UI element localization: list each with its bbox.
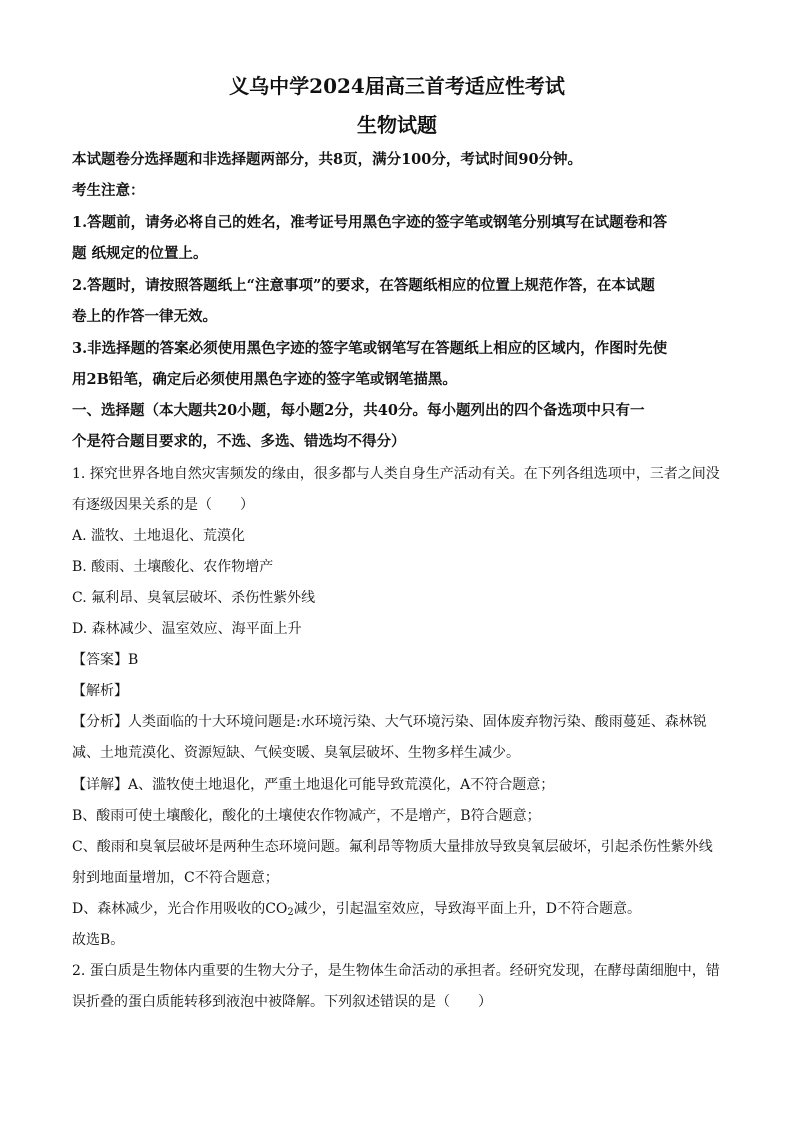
q1-explain-a: 【详解】A、滥牧使土地退化，严重土地退化可能导致荒漠化，A不符合题意； bbox=[72, 777, 555, 793]
q1-fenxi-line-2: 减、土地荒漠化、资源短缺、气候变暖、臭氧层破坏、生物多样生减少。 bbox=[72, 745, 520, 761]
subject-title: 生物试题 bbox=[357, 113, 437, 137]
q1-option-d: D. 森林减少、温室效应、海平面上升 bbox=[72, 621, 302, 637]
q2-stem-line-1: 2. 蛋白质是生物体内重要的生物大分子，是生物体生命活动的承担者。经研究发现，在酵母菌细胞中，错 bbox=[72, 963, 720, 979]
notice-heading: 考生注意： bbox=[72, 182, 145, 199]
q1-stem-line-2: 有逐级因果关系的是（ ） bbox=[72, 497, 254, 513]
section-heading-line-1: 一、选择题（本大题共20小题，每小题2分，共40分。每小题列出的四个备选项中只有一 bbox=[72, 402, 645, 419]
q1-conclusion: 故选B。 bbox=[72, 932, 125, 948]
exam-title: 义乌中学2024届高三首考适应性考试 bbox=[229, 74, 565, 98]
q1-analysis-label: 【解析】 bbox=[72, 683, 128, 699]
q1-option-a: A. 滥牧、土地退化、荒漠化 bbox=[72, 528, 246, 544]
notice-2-line-1: 2.答题时，请按照答题纸上“注意事项”的要求，在答题纸相应的位置上规范作答，在本试题 bbox=[72, 277, 655, 294]
notice-1-line-1: 1.答题前，请务必将自己的姓名，准考证号用黑色字迹的签字笔或钢笔分别填写在试题卷和答 bbox=[72, 214, 668, 231]
q1-fenxi-line-1: 【分析】人类面临的十大环境问题是:水环境污染、大气环境污染、固体废弃物污染、酸雨蔓延、森林锐 bbox=[72, 714, 707, 730]
notice-3-line-1: 3.非选择题的答案必须使用黑色字迹的签字笔或钢笔写在答题纸上相应的区域内，作图时先使 bbox=[72, 340, 668, 357]
q1-explain-c-line-1: C、酸雨和臭氧层破坏是两种生态环境问题。氟利昂等物质大量排放导致臭氧层破坏，引起杀伤性紫外线 bbox=[72, 839, 713, 855]
co2-subscript: 2 bbox=[287, 907, 294, 918]
notice-1-line-2: 题 纸规定的位置上。 bbox=[72, 245, 208, 262]
intro-line: 本试题卷分选择题和非选择题两部分，共8页，满分100分，考试时间90分钟。 bbox=[72, 151, 583, 168]
section-heading-line-2: 个是符合题目要求的，不选、多选、错选均不得分） bbox=[72, 433, 406, 450]
q1-explain-d-pre: D、森林减少，光合作用吸收的CO bbox=[72, 901, 288, 917]
q1-explain-d-post: 减少，引起温室效应，导致海平面上升，D不符合题意。 bbox=[293, 901, 642, 917]
q2-stem-line-2: 误折叠的蛋白质能转移到液泡中被降解。下列叙述错误的是（ ） bbox=[72, 994, 492, 1010]
q1-answer: 【答案】B bbox=[72, 652, 139, 668]
q1-option-b: B. 酸雨、土壤酸化、农作物增产 bbox=[72, 559, 274, 575]
notice-2-line-2: 卷上的作答一律无效。 bbox=[72, 308, 217, 325]
q1-stem-line-1: 1. 探究世界各地自然灾害频发的缘由，很多都与人类自身生产活动有关。在下列各组选项中，三者之间没 bbox=[72, 466, 720, 482]
q1-explain-d bbox=[72, 899, 728, 923]
q1-option-c: C. 氟利昂、臭氧层破坏、杀伤性紫外线 bbox=[72, 590, 316, 606]
q1-explain-c-line-2: 射到地面量增加，C不符合题意； bbox=[72, 870, 279, 886]
q1-explain-b: B、酸雨可使土壤酸化，酸化的土壤使农作物减产，不是增产，B符合题意； bbox=[72, 808, 541, 824]
notice-3-line-2: 用2B铅笔，确定后必须使用黑色字迹的签字笔或钢笔描黑。 bbox=[72, 371, 457, 388]
